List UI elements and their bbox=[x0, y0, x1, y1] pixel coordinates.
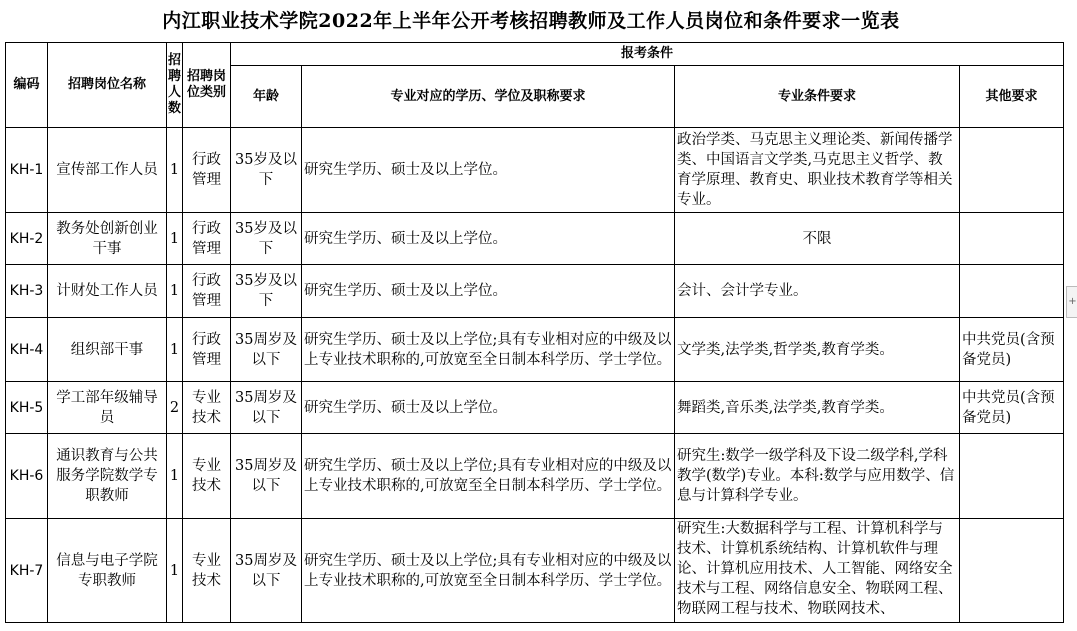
header-count: 招聘人数 bbox=[167, 43, 183, 128]
cell-position: 信息与电子学院专职教师 bbox=[48, 519, 167, 623]
cell-position: 学工部年级辅导员 bbox=[48, 382, 167, 434]
cell-other: 中共党员(含预备党员) bbox=[960, 318, 1064, 382]
table-row bbox=[6, 382, 1064, 434]
header-age: 年龄 bbox=[231, 66, 302, 128]
cell-category: 专业技术 bbox=[183, 434, 231, 519]
cell-other bbox=[960, 265, 1064, 318]
cell-age: 35周岁及以下 bbox=[231, 519, 302, 623]
header-code: 编码 bbox=[6, 43, 48, 128]
header-other: 其他要求 bbox=[960, 66, 1064, 128]
cell-category: 专业技术 bbox=[183, 519, 231, 623]
cell-category: 专业技术 bbox=[183, 382, 231, 434]
table-row bbox=[6, 213, 1064, 265]
cell-count: 1 bbox=[167, 265, 183, 318]
cell-category: 行政管理 bbox=[183, 128, 231, 213]
cell-major: 会计、会计学专业。 bbox=[675, 265, 960, 318]
page-title: 内江职业技术学院2022年上半年公开考核招聘教师及工作人员岗位和条件要求一览表 bbox=[162, 10, 900, 32]
positions-table bbox=[5, 42, 1064, 623]
cell-other: 中共党员(含预备党员) bbox=[960, 382, 1064, 434]
header-category: 招聘岗位类别 bbox=[183, 43, 231, 128]
cell-major: 文学类,法学类,哲学类,教育学类。 bbox=[675, 318, 960, 382]
cell-age: 35周岁及以下 bbox=[231, 318, 302, 382]
cell-count: 1 bbox=[167, 213, 183, 265]
cell-code: KH-1 bbox=[6, 128, 48, 213]
cell-count: 1 bbox=[167, 434, 183, 519]
cell-count: 2 bbox=[167, 382, 183, 434]
table-row bbox=[6, 519, 1064, 623]
table-row bbox=[6, 434, 1064, 519]
cell-major: 政治学类、马克思主义理论类、新闻传播学类、中国语言文学类,马克思主义哲学、教育学原理、教育史、职业技术教育学等相关专业。 bbox=[675, 128, 960, 213]
cell-position: 组织部干事 bbox=[48, 318, 167, 382]
cell-age: 35周岁及以下 bbox=[231, 382, 302, 434]
cell-education: 研究生学历、硕士及以上学位。 bbox=[302, 128, 675, 213]
cell-major: 舞蹈类,音乐类,法学类,教育学类。 bbox=[675, 382, 960, 434]
cell-category: 行政管理 bbox=[183, 318, 231, 382]
header-row-1 bbox=[6, 43, 1064, 66]
cell-code: KH-3 bbox=[6, 265, 48, 318]
cell-education: 研究生学历、硕士及以上学位;具有专业相对应的中级及以上专业技术职称的,可放宽至全日制本科学历、学士学位。 bbox=[302, 434, 675, 519]
cell-category: 行政管理 bbox=[183, 265, 231, 318]
cell-age: 35岁及以下 bbox=[231, 265, 302, 318]
header-education: 专业对应的学历、学位及职称要求 bbox=[302, 66, 675, 128]
cell-education: 研究生学历、硕士及以上学位;具有专业相对应的中级及以上专业技术职称的,可放宽至全日制本科学历、学士学位。 bbox=[302, 519, 675, 623]
cell-other bbox=[960, 128, 1064, 213]
table-row bbox=[6, 265, 1064, 318]
cell-count: 1 bbox=[167, 318, 183, 382]
cell-position: 通识教育与公共服务学院数学专职教师 bbox=[48, 434, 167, 519]
cell-education: 研究生学历、硕士及以上学位。 bbox=[302, 382, 675, 434]
cell-education: 研究生学历、硕士及以上学位。 bbox=[302, 213, 675, 265]
header-position: 招聘岗位名称 bbox=[48, 43, 167, 128]
cell-code: KH-6 bbox=[6, 434, 48, 519]
cell-category: 行政管理 bbox=[183, 213, 231, 265]
cell-code: KH-2 bbox=[6, 213, 48, 265]
cell-count: 1 bbox=[167, 519, 183, 623]
cell-age: 35周岁及以下 bbox=[231, 434, 302, 519]
cell-position: 宣传部工作人员 bbox=[48, 128, 167, 213]
cell-other bbox=[960, 434, 1064, 519]
cell-position: 计财处工作人员 bbox=[48, 265, 167, 318]
cell-code: KH-5 bbox=[6, 382, 48, 434]
cell-other bbox=[960, 519, 1064, 623]
cell-age: 35岁及以下 bbox=[231, 213, 302, 265]
table-row bbox=[6, 318, 1064, 382]
header-requirements: 报考条件 bbox=[231, 43, 1064, 66]
header-major: 专业条件要求 bbox=[675, 66, 960, 128]
cell-education: 研究生学历、硕士及以上学位;具有专业相对应的中级及以上专业技术职称的,可放宽至全日制本科学历、学士学位。 bbox=[302, 318, 675, 382]
cell-code: KH-7 bbox=[6, 519, 48, 623]
scroll-handle[interactable]: + bbox=[1066, 286, 1077, 318]
cell-position: 教务处创新创业干事 bbox=[48, 213, 167, 265]
cell-major: 不限 bbox=[675, 213, 960, 265]
cell-major: 研究生:大数据科学与工程、计算机科学与技术、计算机系统结构、计算机软件与理论、计算机应用技术、人工智能、网络安全技术与工程、网络信息安全、物联网工程、物联网工程与技术、物联网技术、 bbox=[675, 519, 960, 623]
cell-count: 1 bbox=[167, 128, 183, 213]
cell-education: 研究生学历、硕士及以上学位。 bbox=[302, 265, 675, 318]
cell-other bbox=[960, 213, 1064, 265]
cell-age: 35岁及以下 bbox=[231, 128, 302, 213]
cell-code: KH-4 bbox=[6, 318, 48, 382]
table-row bbox=[6, 128, 1064, 213]
cell-major: 研究生:数学一级学科及下设二级学科,学科教学(数学)专业。本科:数学与应用数学、信息与计算科学专业。 bbox=[675, 434, 960, 519]
